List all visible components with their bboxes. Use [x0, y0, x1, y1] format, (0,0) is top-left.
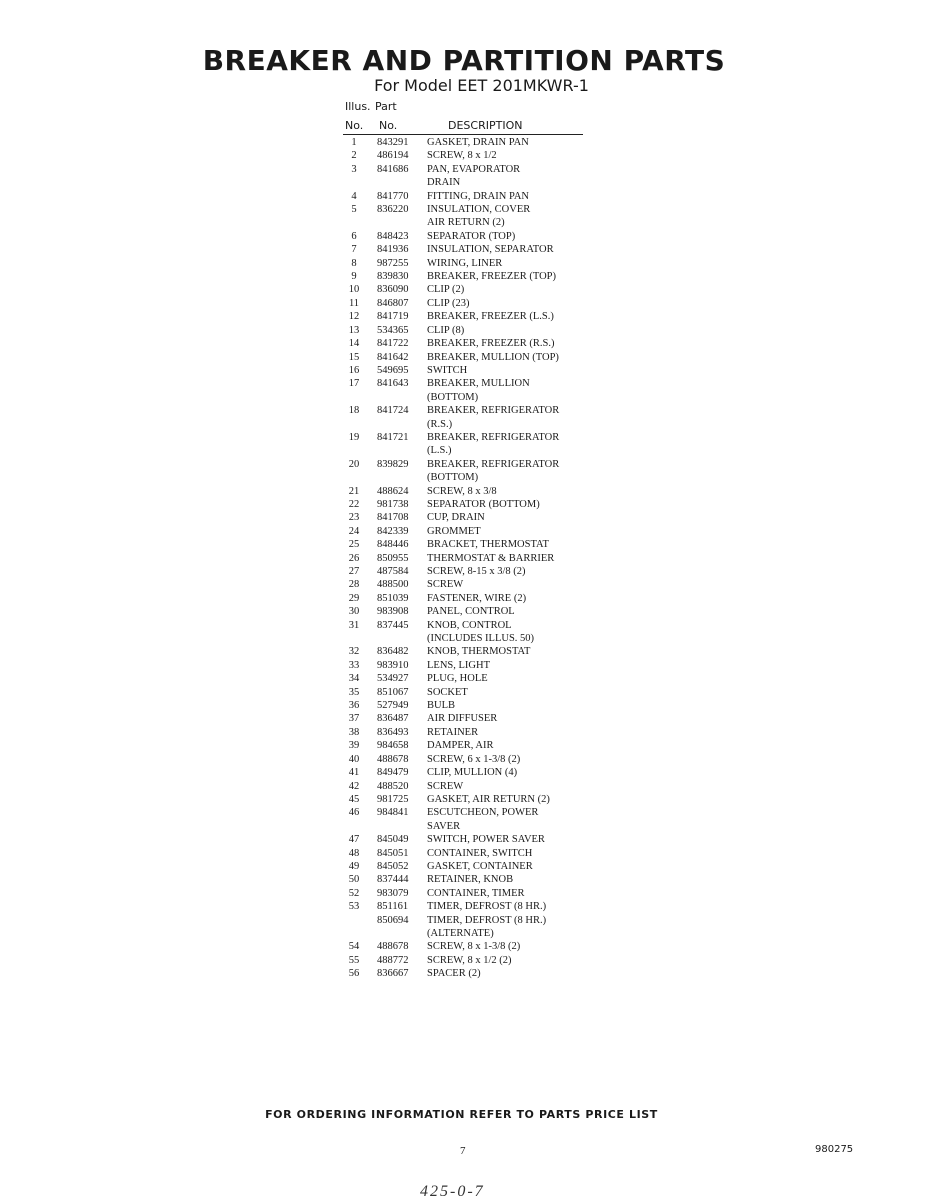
- illus-number: 42: [348, 780, 360, 792]
- description-line: BREAKER, REFRIGERATOR: [427, 431, 560, 443]
- part-description: [427, 525, 588, 538]
- illus-number: 13: [348, 324, 360, 336]
- part-description: [427, 270, 588, 283]
- table-row: [343, 149, 588, 162]
- part-number: 836090: [377, 284, 409, 296]
- part-number: 851039: [377, 592, 409, 604]
- table-row: [343, 230, 588, 243]
- description-line: BREAKER, REFRIGERATOR: [427, 405, 560, 417]
- table-row: [343, 310, 588, 323]
- part-number: 841724: [377, 405, 409, 417]
- table-row: [343, 538, 588, 551]
- description-line: KNOB, CONTROL: [427, 619, 512, 631]
- part-description: [427, 672, 588, 685]
- table-row: [343, 565, 588, 578]
- table-row: [343, 364, 588, 377]
- description-line: INSULATION, SEPARATOR: [427, 244, 554, 256]
- part-number: 841642: [377, 351, 409, 363]
- table-row: [343, 525, 588, 538]
- description-line: BULB: [427, 700, 456, 712]
- part-description: [427, 887, 588, 900]
- part-number: 836493: [377, 726, 409, 738]
- table-row: [343, 954, 588, 967]
- illus-number: 9: [351, 271, 357, 283]
- illus-number: 2: [351, 150, 357, 162]
- illus-number: 37: [348, 713, 360, 725]
- description-line: SOCKET: [427, 686, 468, 698]
- part-description: [427, 538, 588, 551]
- table-row: [343, 404, 588, 431]
- illus-number: 32: [348, 646, 360, 658]
- part-description: [427, 659, 588, 672]
- description-line: DRAIN: [427, 177, 461, 189]
- description-line: GASKET, CONTAINER: [427, 860, 533, 872]
- description-line: BREAKER, REFRIGERATOR: [427, 458, 560, 470]
- description-line: BREAKER, FREEZER (R.S.): [427, 338, 555, 350]
- illus-number: 1: [351, 137, 357, 148]
- description-line: CONTAINER, SWITCH: [427, 847, 533, 859]
- part-description: [427, 806, 588, 833]
- illus-number: 8: [351, 257, 357, 269]
- part-number: 848423: [377, 230, 409, 242]
- part-description: [427, 592, 588, 605]
- part-description: [427, 377, 588, 404]
- part-number: 981725: [377, 793, 409, 805]
- table-row: [343, 739, 588, 752]
- description-line: TIMER, DEFROST (8 HR.): [427, 914, 547, 926]
- illus-number: 53: [348, 901, 360, 913]
- description-line: BREAKER, MULLION (TOP): [427, 351, 559, 363]
- table-row: [343, 712, 588, 725]
- part-description: [427, 257, 588, 270]
- illus-number: 21: [348, 485, 360, 497]
- part-description: [427, 364, 588, 377]
- part-description: [427, 766, 588, 779]
- description-line: PAN, EVAPORATOR: [427, 163, 521, 175]
- illus-number: 41: [348, 767, 360, 779]
- part-number: 488772: [377, 954, 409, 966]
- part-number: 488678: [377, 753, 409, 765]
- part-description: [427, 498, 588, 511]
- illus-number: 30: [348, 606, 360, 618]
- illus-number: 12: [348, 311, 360, 323]
- table-row: [343, 726, 588, 739]
- description-line: CLIP (2): [427, 284, 465, 296]
- table-row: [343, 498, 588, 511]
- illus-number: 19: [348, 431, 360, 443]
- illus-number: 48: [348, 847, 360, 859]
- illus-number: 4: [351, 190, 357, 202]
- description-line: DAMPER, AIR: [427, 740, 494, 752]
- illus-number: 20: [348, 458, 360, 470]
- description-line: RETAINER, KNOB: [427, 874, 514, 886]
- part-description: [427, 149, 588, 162]
- description-line: BRACKET, THERMOSTAT: [427, 539, 549, 551]
- part-number: 983908: [377, 606, 409, 618]
- part-number: 845052: [377, 860, 409, 872]
- description-line: AIR RETURN (2): [427, 217, 505, 229]
- header-illus-no: No.: [345, 119, 364, 132]
- table-row: [343, 351, 588, 364]
- table-row: [343, 833, 588, 846]
- part-number: 836487: [377, 713, 409, 725]
- description-line: SCREW, 8 x 1-3/8 (2): [427, 941, 521, 953]
- table-row: [343, 377, 588, 404]
- part-number: 841686: [377, 163, 409, 175]
- description-line: SWITCH: [427, 364, 468, 376]
- part-description: [427, 914, 588, 941]
- table-row: [343, 163, 588, 190]
- description-line: LENS, LIGHT: [427, 659, 490, 671]
- table-row: [343, 645, 588, 658]
- part-description: [427, 324, 588, 337]
- part-description: [427, 686, 588, 699]
- description-line: THERMOSTAT & BARRIER: [427, 552, 555, 564]
- description-line: SPACER (2): [427, 968, 481, 980]
- description-line: KNOB, THERMOSTAT: [427, 646, 531, 658]
- part-number: 841722: [377, 338, 409, 350]
- description-line: GASKET, DRAIN PAN: [427, 137, 529, 148]
- part-number: 983910: [377, 659, 409, 671]
- illus-number: 55: [348, 954, 360, 966]
- table-row: [343, 847, 588, 860]
- handwritten-note: 425-0-7: [420, 1183, 485, 1200]
- part-description: [427, 404, 588, 431]
- header-part-no: No.: [379, 119, 398, 132]
- part-number: 851067: [377, 686, 409, 698]
- part-number: 842339: [377, 525, 409, 537]
- part-description: [427, 739, 588, 752]
- part-number: 841719: [377, 311, 409, 323]
- header-illus-label: Illus.: [345, 100, 371, 113]
- illus-number: 6: [351, 230, 357, 242]
- description-line: SWITCH, POWER SAVER: [427, 834, 545, 846]
- illus-number: 34: [348, 673, 360, 685]
- part-description: [427, 163, 588, 190]
- part-number: 836667: [377, 968, 409, 980]
- illus-number: 26: [348, 552, 360, 564]
- illus-number: 18: [348, 405, 360, 417]
- parts-table-body: [343, 136, 588, 981]
- table-row: [343, 686, 588, 699]
- description-line: SCREW, 8 x 3/8: [427, 485, 497, 497]
- part-description: [427, 833, 588, 846]
- part-description: [427, 190, 588, 203]
- description-line: SCREW, 8-15 x 3/8 (2): [427, 566, 526, 577]
- illus-number: 25: [348, 539, 360, 551]
- part-description: [427, 203, 588, 230]
- table-row: [343, 592, 588, 605]
- part-number: 488678: [377, 941, 409, 953]
- description-line: GROMMET: [427, 525, 481, 537]
- part-description: [427, 136, 588, 149]
- illus-number: 14: [348, 338, 360, 350]
- illus-number: 17: [348, 378, 360, 390]
- table-row: [343, 806, 588, 833]
- description-line: PANEL, CONTROL: [427, 606, 515, 618]
- table-row: [343, 967, 588, 980]
- part-number: 488624: [377, 485, 409, 497]
- part-number: 850694: [377, 914, 409, 926]
- illus-number: 10: [348, 284, 360, 296]
- table-row: [343, 552, 588, 565]
- description-line: SEPARATOR (TOP): [427, 230, 516, 242]
- illus-number: 36: [348, 700, 360, 712]
- table-row: [343, 659, 588, 672]
- description-line: SCREW, 8 x 1/2 (2): [427, 954, 512, 966]
- part-description: [427, 605, 588, 618]
- illus-number: 39: [348, 740, 360, 752]
- part-description: [427, 712, 588, 725]
- table-row: [343, 672, 588, 685]
- description-line: GASKET, AIR RETURN (2): [427, 793, 550, 805]
- illus-number: 27: [348, 566, 360, 577]
- part-description: [427, 310, 588, 323]
- table-row: [343, 458, 588, 485]
- table-row: [343, 780, 588, 793]
- illus-number: 52: [348, 887, 360, 899]
- part-number: 841708: [377, 512, 409, 524]
- illus-number: 29: [348, 592, 360, 604]
- description-line: SAVER: [427, 820, 461, 832]
- illus-number: 31: [348, 619, 360, 631]
- table-row: [343, 900, 588, 913]
- illus-number: 35: [348, 686, 360, 698]
- description-line: FASTENER, WIRE (2): [427, 592, 527, 604]
- description-line: SCREW: [427, 780, 464, 792]
- illus-number: 5: [351, 204, 357, 216]
- document-code: 980275: [815, 1144, 854, 1155]
- part-number: 836220: [377, 204, 409, 216]
- part-number: 845049: [377, 834, 409, 846]
- part-number: 984841: [377, 807, 409, 819]
- part-description: [427, 860, 588, 873]
- illus-number: 11: [348, 297, 360, 309]
- part-number: 534365: [377, 324, 409, 336]
- illus-number: 22: [348, 498, 360, 510]
- description-line: CLIP (23): [427, 297, 470, 309]
- table-row: [343, 753, 588, 766]
- description-line: ESCUTCHEON, POWER: [427, 807, 539, 819]
- page-title: BREAKER AND PARTITION PARTS: [202, 44, 726, 77]
- part-number: 488500: [377, 579, 409, 591]
- part-number: 837444: [377, 874, 409, 886]
- header-description: DESCRIPTION: [448, 119, 523, 132]
- description-line: (INCLUDES ILLUS. 50): [427, 633, 535, 645]
- part-number: 527949: [377, 700, 409, 712]
- table-row: [343, 203, 588, 230]
- description-line: CLIP, MULLION (4): [427, 767, 518, 779]
- part-description: [427, 847, 588, 860]
- parts-table-header: [343, 98, 588, 136]
- description-line: SCREW: [427, 579, 464, 591]
- table-row: [343, 136, 588, 149]
- table-row: [343, 940, 588, 953]
- part-number: 984658: [377, 740, 409, 752]
- part-description: [427, 552, 588, 565]
- description-line: SEPARATOR (BOTTOM): [427, 498, 540, 510]
- table-row: [343, 297, 588, 310]
- description-line: (ALTERNATE): [427, 927, 494, 939]
- part-description: [427, 283, 588, 296]
- description-line: RETAINER: [427, 726, 479, 738]
- table-row: [343, 914, 588, 941]
- part-description: [427, 578, 588, 591]
- part-number: 549695: [377, 364, 409, 376]
- description-line: CLIP (8): [427, 324, 465, 336]
- part-description: [427, 954, 588, 967]
- illus-number: 33: [348, 659, 360, 671]
- description-line: WIRING, LINER: [427, 257, 503, 269]
- description-line: SCREW, 6 x 1-3/8 (2): [427, 753, 521, 765]
- part-number: 839830: [377, 271, 409, 283]
- part-description: [427, 699, 588, 712]
- part-description: [427, 873, 588, 886]
- part-number: 488520: [377, 780, 409, 792]
- table-row: [343, 793, 588, 806]
- part-number: 836482: [377, 646, 409, 658]
- part-description: [427, 458, 588, 485]
- table-row: [343, 431, 588, 458]
- illus-number: 50: [348, 874, 360, 886]
- table-row: [343, 511, 588, 524]
- description-line: PLUG, HOLE: [427, 673, 488, 685]
- part-number: 839829: [377, 458, 409, 470]
- description-line: (R.S.): [427, 418, 453, 430]
- part-number: 841770: [377, 190, 409, 202]
- header-part-label: Part: [375, 100, 397, 113]
- description-line: SCREW, 8 x 1/2: [427, 150, 497, 162]
- description-line: BREAKER, MULLION: [427, 378, 530, 390]
- table-row: [343, 283, 588, 296]
- header-divider: [343, 134, 583, 135]
- part-description: [427, 793, 588, 806]
- table-row: [343, 766, 588, 779]
- part-number: 841721: [377, 431, 409, 443]
- part-description: [427, 431, 588, 458]
- part-number: 486194: [377, 150, 409, 162]
- part-description: [427, 780, 588, 793]
- part-description: [427, 645, 588, 658]
- part-description: [427, 940, 588, 953]
- part-description: [427, 230, 588, 243]
- part-description: [427, 900, 588, 913]
- part-description: [427, 565, 588, 578]
- part-number: 849479: [377, 767, 409, 779]
- illus-number: 23: [348, 512, 360, 524]
- part-description: [427, 485, 588, 498]
- table-row: [343, 243, 588, 256]
- description-line: (L.S.): [427, 445, 452, 457]
- part-description: [427, 753, 588, 766]
- part-description: [427, 726, 588, 739]
- table-row: [343, 337, 588, 350]
- table-row: [343, 860, 588, 873]
- illus-number: 47: [348, 834, 360, 846]
- part-number: 987255: [377, 257, 409, 269]
- illus-number: 15: [348, 351, 360, 363]
- description-line: TIMER, DEFROST (8 HR.): [427, 901, 547, 913]
- description-line: AIR DIFFUSER: [427, 713, 498, 725]
- description-line: FITTING, DRAIN PAN: [427, 190, 529, 202]
- table-row: [343, 324, 588, 337]
- description-line: CUP, DRAIN: [427, 512, 485, 524]
- part-number: 845051: [377, 847, 409, 859]
- part-description: [427, 511, 588, 524]
- description-line: (BOTTOM): [427, 472, 479, 484]
- part-description: [427, 619, 588, 646]
- illus-number: 16: [348, 364, 360, 376]
- table-row: [343, 619, 588, 646]
- table-row: [343, 485, 588, 498]
- illus-number: 40: [348, 753, 360, 765]
- ordering-footer: FOR ORDERING INFORMATION REFER TO PARTS PRICE LIST: [265, 1108, 658, 1121]
- part-number: 837445: [377, 619, 409, 631]
- part-number: 848446: [377, 539, 409, 551]
- table-row: [343, 578, 588, 591]
- part-number: 981738: [377, 498, 409, 510]
- part-description: [427, 967, 588, 980]
- description-line: INSULATION, COVER: [427, 204, 531, 216]
- illus-number: 54: [348, 941, 360, 953]
- illus-number: 49: [348, 860, 360, 872]
- part-number: 487584: [377, 566, 409, 577]
- table-row: [343, 873, 588, 886]
- part-number: 841643: [377, 378, 409, 390]
- table-row: [343, 699, 588, 712]
- part-number: 841936: [377, 244, 409, 256]
- table-row: [343, 270, 588, 283]
- table-row: [343, 257, 588, 270]
- description-line: BREAKER, FREEZER (TOP): [427, 271, 557, 283]
- part-number: 846807: [377, 297, 409, 309]
- part-number: 534927: [377, 673, 409, 685]
- parts-table: [343, 98, 588, 981]
- illus-number: 7: [351, 244, 357, 256]
- part-number: 843291: [377, 137, 409, 148]
- part-description: [427, 337, 588, 350]
- part-number: 983079: [377, 887, 409, 899]
- table-row: [343, 190, 588, 203]
- illus-number: 24: [348, 525, 360, 537]
- part-description: [427, 297, 588, 310]
- page-number: 7: [460, 1145, 466, 1157]
- part-number: 851161: [377, 901, 409, 913]
- illus-number: 38: [348, 726, 360, 738]
- table-row: [343, 605, 588, 618]
- description-line: (BOTTOM): [427, 391, 479, 403]
- part-description: [427, 243, 588, 256]
- description-line: CONTAINER, TIMER: [427, 887, 525, 899]
- illus-number: 56: [348, 968, 360, 980]
- description-line: BREAKER, FREEZER (L.S.): [427, 311, 554, 323]
- illus-number: 28: [348, 579, 360, 591]
- part-number: 850955: [377, 552, 409, 564]
- part-description: [427, 351, 588, 364]
- table-row: [343, 887, 588, 900]
- illus-number: 3: [351, 163, 357, 175]
- illus-number: 45: [348, 793, 360, 805]
- model-subtitle: For Model EET 201MKWR-1: [374, 76, 589, 95]
- illus-number: 46: [348, 807, 360, 819]
